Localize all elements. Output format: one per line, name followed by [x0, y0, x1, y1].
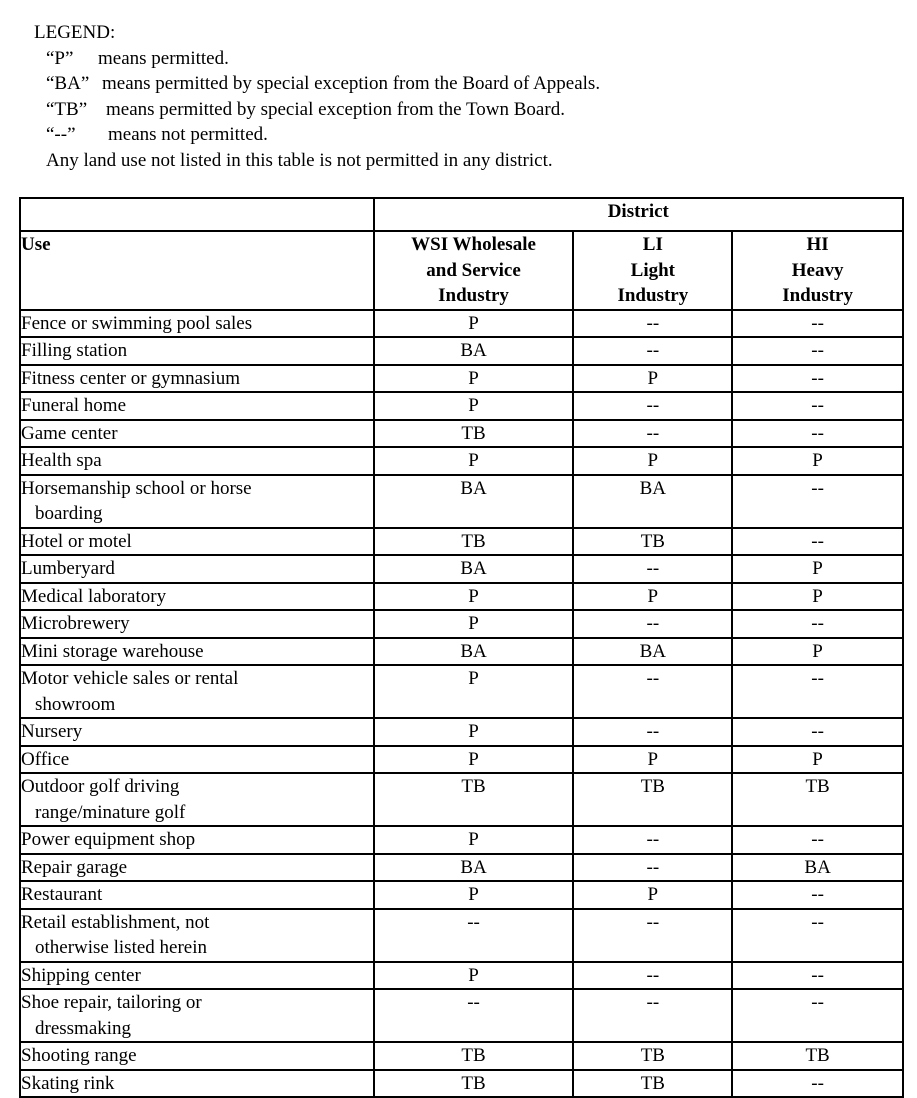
- hi-status-cell: --: [732, 826, 903, 854]
- hi-status-cell: TB: [732, 1042, 903, 1070]
- hi-status-cell: P: [732, 447, 903, 475]
- li-status-cell: TB: [573, 1070, 732, 1098]
- use-name: Fence or swimming pool sales: [21, 312, 253, 334]
- li-status-cell: --: [573, 610, 732, 638]
- wsi-status-cell: --: [374, 989, 574, 1042]
- use-name: Office: [21, 748, 70, 770]
- hi-status-cell: --: [732, 909, 903, 962]
- header-line: Light: [630, 259, 676, 281]
- use-name-continued: showroom: [35, 693, 116, 715]
- hi-status-cell: BA: [732, 854, 903, 882]
- li-status-cell: BA: [573, 638, 732, 666]
- use-name: Filling station: [21, 340, 128, 361]
- table-row: [20, 854, 903, 882]
- table-body: [20, 310, 903, 1098]
- li-status-cell: --: [573, 310, 732, 338]
- hi-status-cell: --: [732, 392, 903, 420]
- use-cell: [20, 909, 374, 962]
- li-status-cell: --: [573, 420, 732, 448]
- use-cell: [20, 881, 374, 909]
- li-status-cell: --: [573, 392, 732, 420]
- use-cell: [20, 826, 374, 854]
- use-name: Power equipment shop: [21, 829, 196, 850]
- wsi-status-cell: P: [374, 310, 574, 338]
- table-row: [20, 962, 903, 990]
- li-status-cell: BA: [573, 475, 732, 528]
- use-cell: [20, 528, 374, 556]
- wsi-status-cell: P: [374, 718, 574, 746]
- use-name: Fitness center or gymnasium: [21, 367, 240, 389]
- wsi-status-cell: --: [374, 909, 574, 962]
- legend: [34, 20, 600, 173]
- use-cell: [20, 475, 374, 528]
- li-status-cell: TB: [573, 773, 732, 826]
- district-header: District: [374, 198, 903, 231]
- use-name: Repair garage: [21, 856, 128, 878]
- use-name: Motor vehicle sales or rental: [21, 668, 239, 689]
- wsi-status-cell: P: [374, 665, 574, 718]
- li-status-cell: --: [573, 665, 732, 718]
- use-name: Shipping center: [21, 964, 141, 986]
- header-line: LI: [642, 234, 663, 255]
- use-name: Mini storage warehouse: [21, 640, 204, 662]
- table-row: [20, 310, 903, 338]
- wsi-status-cell: BA: [374, 555, 574, 583]
- table-row: [20, 773, 903, 826]
- wsi-status-cell: TB: [374, 1042, 574, 1070]
- li-status-cell: --: [573, 337, 732, 365]
- wsi-status-cell: P: [374, 746, 574, 774]
- column-header-row: [20, 231, 903, 310]
- use-cell: [20, 392, 374, 420]
- use-cell: [20, 365, 374, 393]
- use-name: Health spa: [21, 450, 102, 471]
- table-row: [20, 447, 903, 475]
- table-row: [20, 337, 903, 365]
- legend-title: LEGEND:: [34, 22, 116, 43]
- use-cell: [20, 962, 374, 990]
- use-cell: [20, 555, 374, 583]
- use-header: Use: [20, 231, 374, 310]
- column-header-li: [573, 231, 732, 310]
- use-cell: [20, 420, 374, 448]
- use-name: Hotel or motel: [21, 530, 132, 552]
- use-cell: [20, 610, 374, 638]
- use-name: Game center: [21, 422, 118, 444]
- legend-item-permitted: [46, 46, 600, 72]
- wsi-status-cell: P: [374, 583, 574, 611]
- use-cell: [20, 989, 374, 1042]
- legend-text: means permitted by special exception from the Town Board.: [106, 98, 565, 120]
- use-name: Shoe repair, tailoring or: [21, 992, 202, 1013]
- wsi-status-cell: BA: [374, 638, 574, 666]
- use-name: Nursery: [21, 721, 83, 742]
- hi-status-cell: P: [732, 583, 903, 611]
- use-name: Lumberyard: [21, 558, 115, 579]
- wsi-status-cell: TB: [374, 420, 574, 448]
- legend-text: means permitted by special exception from the Board of Appeals.: [102, 73, 601, 94]
- hi-status-cell: --: [732, 365, 903, 393]
- use-name-continued: otherwise listed herein: [35, 937, 208, 958]
- table-row: [20, 909, 903, 962]
- li-status-cell: P: [573, 746, 732, 774]
- hi-status-cell: --: [732, 310, 903, 338]
- li-status-cell: --: [573, 718, 732, 746]
- use-name: Funeral home: [21, 395, 127, 416]
- li-status-cell: P: [573, 881, 732, 909]
- legend-text: means not permitted.: [108, 124, 268, 145]
- header-line: and Service: [426, 259, 521, 281]
- wsi-status-cell: TB: [374, 1070, 574, 1098]
- legend-code: “P”: [46, 47, 74, 69]
- legend-code: “--”: [46, 124, 76, 145]
- use-name: Microbrewery: [21, 613, 130, 634]
- table-row: [20, 638, 903, 666]
- wsi-status-cell: TB: [374, 528, 574, 556]
- use-name: Shooting range: [21, 1045, 137, 1066]
- table-row: [20, 1070, 903, 1098]
- table-row: [20, 420, 903, 448]
- blank-header-cell: [20, 198, 374, 231]
- hi-status-cell: --: [732, 665, 903, 718]
- use-cell: [20, 773, 374, 826]
- table-row: [20, 1042, 903, 1070]
- li-status-cell: P: [573, 447, 732, 475]
- use-cell: [20, 1042, 374, 1070]
- header-line: HI: [806, 234, 829, 255]
- table-row: [20, 665, 903, 718]
- district-header-row: [20, 198, 903, 231]
- li-status-cell: --: [573, 962, 732, 990]
- use-name: Medical laboratory: [21, 585, 167, 607]
- header-line: Industry: [438, 285, 509, 306]
- legend-note: Any land use not listed in this table is not permitted in any district.: [46, 149, 553, 171]
- column-header-hi: [732, 231, 903, 310]
- use-cell: [20, 447, 374, 475]
- hi-status-cell: --: [732, 528, 903, 556]
- li-status-cell: --: [573, 909, 732, 962]
- use-cell: [20, 718, 374, 746]
- header-line: Industry: [617, 285, 689, 306]
- use-name-continued: range/minature golf: [35, 801, 186, 823]
- table-row: [20, 610, 903, 638]
- hi-status-cell: P: [732, 746, 903, 774]
- li-status-cell: --: [573, 826, 732, 854]
- table-row: [20, 365, 903, 393]
- legend-text: means permitted.: [98, 47, 229, 69]
- table-row: [20, 583, 903, 611]
- hi-status-cell: P: [732, 638, 903, 666]
- table-row: [20, 826, 903, 854]
- wsi-status-cell: P: [374, 392, 574, 420]
- hi-status-cell: --: [732, 989, 903, 1042]
- wsi-status-cell: BA: [374, 475, 574, 528]
- column-header-wsi: [374, 231, 574, 310]
- legend-item-town-board: [46, 97, 600, 123]
- wsi-status-cell: P: [374, 881, 574, 909]
- header-line: Industry: [782, 285, 853, 306]
- use-cell: [20, 665, 374, 718]
- li-status-cell: --: [573, 854, 732, 882]
- legend-item-board-of-appeals: [46, 71, 600, 97]
- table-row: [20, 475, 903, 528]
- use-name: Horsemanship school or horse: [21, 477, 252, 499]
- header-line: Heavy: [791, 259, 844, 281]
- use-name: Retail establishment, not: [21, 911, 210, 933]
- li-status-cell: P: [573, 365, 732, 393]
- table-row: [20, 392, 903, 420]
- land-use-table: [19, 197, 904, 1098]
- header-line: WSI Wholesale: [411, 234, 536, 255]
- use-name: Skating rink: [21, 1072, 115, 1094]
- hi-status-cell: --: [732, 1070, 903, 1098]
- li-status-cell: P: [573, 583, 732, 611]
- hi-status-cell: --: [732, 610, 903, 638]
- hi-status-cell: --: [732, 962, 903, 990]
- table-row: [20, 528, 903, 556]
- li-status-cell: TB: [573, 528, 732, 556]
- wsi-status-cell: P: [374, 962, 574, 990]
- wsi-status-cell: P: [374, 365, 574, 393]
- use-cell: [20, 583, 374, 611]
- legend-code: “TB”: [46, 98, 88, 120]
- use-cell: [20, 746, 374, 774]
- use-cell: [20, 310, 374, 338]
- table-row: [20, 881, 903, 909]
- wsi-status-cell: BA: [374, 337, 574, 365]
- wsi-status-cell: P: [374, 610, 574, 638]
- wsi-status-cell: P: [374, 447, 574, 475]
- wsi-status-cell: BA: [374, 854, 574, 882]
- use-name-continued: dressmaking: [35, 1017, 132, 1039]
- table-row: [20, 555, 903, 583]
- use-cell: [20, 1070, 374, 1098]
- hi-status-cell: --: [732, 718, 903, 746]
- hi-status-cell: --: [732, 337, 903, 365]
- legend-item-not-permitted: [46, 122, 600, 148]
- hi-status-cell: TB: [732, 773, 903, 826]
- hi-status-cell: --: [732, 881, 903, 909]
- use-name: Outdoor golf driving: [21, 776, 180, 797]
- table-row: [20, 718, 903, 746]
- table-row: [20, 746, 903, 774]
- use-cell: [20, 337, 374, 365]
- hi-status-cell: P: [732, 555, 903, 583]
- li-status-cell: --: [573, 555, 732, 583]
- li-status-cell: --: [573, 989, 732, 1042]
- table-row: [20, 989, 903, 1042]
- hi-status-cell: --: [732, 420, 903, 448]
- use-cell: [20, 638, 374, 666]
- li-status-cell: TB: [573, 1042, 732, 1070]
- use-cell: [20, 854, 374, 882]
- use-name-continued: boarding: [35, 503, 103, 524]
- wsi-status-cell: TB: [374, 773, 574, 826]
- wsi-status-cell: P: [374, 826, 574, 854]
- legend-code: “BA”: [46, 73, 90, 94]
- use-name: Restaurant: [21, 884, 103, 905]
- hi-status-cell: --: [732, 475, 903, 528]
